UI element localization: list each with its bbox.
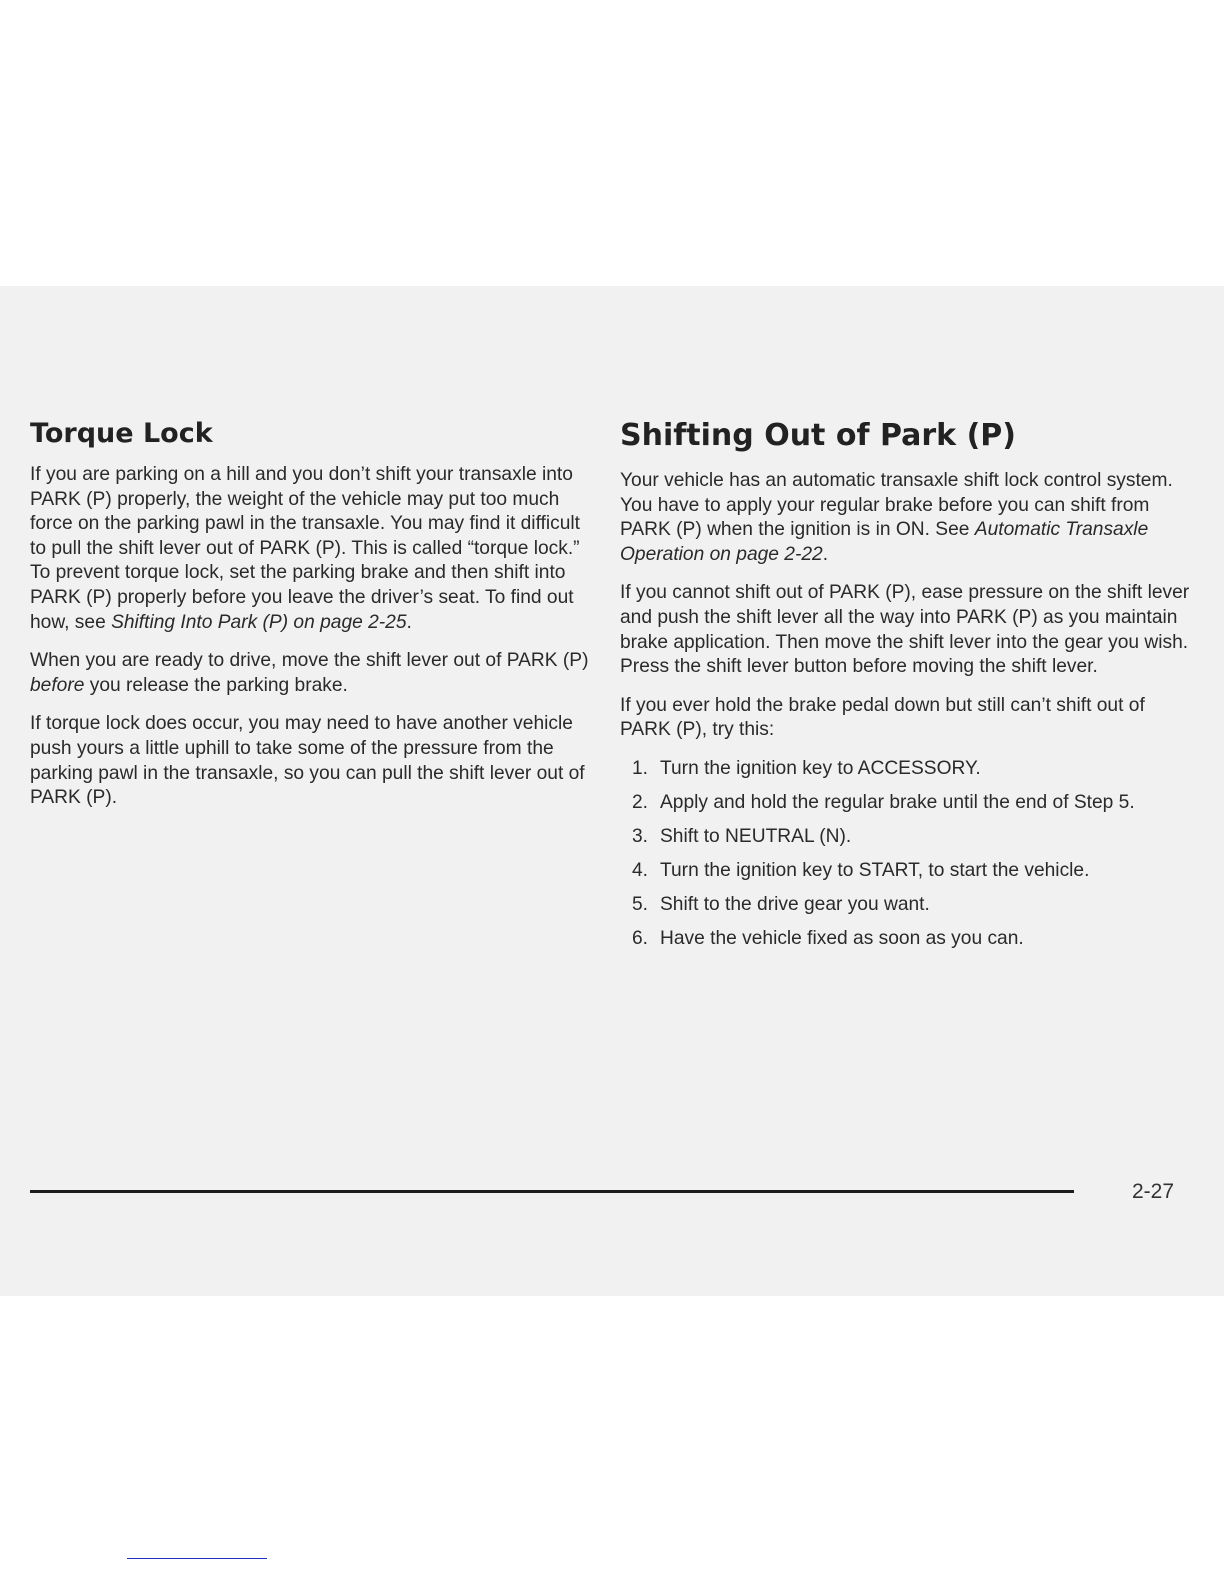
page-number: 2-27 [1131, 1180, 1174, 1203]
before-emphasis: before [30, 674, 85, 696]
list-item [620, 825, 1190, 850]
step-text: Turn the ignition key to ACCESSORY. [660, 757, 981, 779]
step-number: 6. [631, 928, 648, 950]
shift-steps-list [620, 757, 1190, 952]
torque-lock-section [30, 418, 590, 825]
list-item [620, 859, 1190, 884]
list-item [620, 757, 1190, 782]
shifting-into-park-reference: Shifting Into Park (P) on page 2-25 [111, 611, 407, 633]
shift-lock-paragraph-3: If you ever hold the brake pedal down but still can’t shift out of PARK (P), try this: [620, 694, 1145, 741]
step-number: 5. [631, 894, 648, 916]
shift-lock-paragraph-1: Your vehicle has an automatic transaxle shift lock control system. You have to apply your regular brake before you can shift from PARK (P) when the ignition is in ON. See Automatic Transaxle Operation on page 2-22. [620, 470, 1173, 565]
step-text: Shift to the drive gear you want. [660, 894, 930, 916]
shift-lock-paragraph-2: If you cannot shift out of PARK (P), ease pressure on the shift lever and push the shift lever all the way into PARK (P) as you maintain brake application. Then move the shift lever into the gear you wish. Press the shift lever button before moving the shift lever. [620, 582, 1190, 678]
step-text: Turn the ignition key to START, to start the vehicle. [660, 860, 1090, 882]
list-item [620, 893, 1190, 918]
step-number: 2. [631, 792, 648, 814]
torque-lock-heading: Torque Lock [30, 418, 213, 449]
step-text: Have the vehicle fixed as soon as you can. [660, 928, 1024, 950]
torque-lock-paragraph-3: If torque lock does occur, you may need to have another vehicle push yours a little uphill to take some of the pressure from the parking pawl in the transaxle, so you can pull the shift lever out of PARK (P). [30, 713, 585, 809]
footer-rule [30, 1190, 1074, 1193]
step-number: 3. [631, 826, 648, 848]
step-number: 4. [631, 860, 648, 882]
torque-lock-paragraph-2: When you are ready to drive, move the shift lever out of PARK (P) before you release the parking brake. [30, 650, 589, 696]
shifting-out-of-park-section [620, 418, 1190, 962]
list-item [620, 791, 1190, 816]
link-underline[interactable] [127, 1558, 267, 1559]
step-number: 1. [631, 757, 648, 779]
transaxle-operation-reference: Automatic Transaxle Operation on page 2-22 [620, 519, 1149, 565]
step-text: Apply and hold the regular brake until the end of Step 5. [660, 792, 1135, 814]
step-text: Shift to NEUTRAL (N). [660, 826, 852, 848]
torque-lock-paragraph-1: If you are parking on a hill and you don’t shift your transaxle into PARK (P) properly, the weight of the vehicle may put too much force on the parking pawl in the transaxle. You may find it difficult to pull the shift lever out of PARK (P). This is called “torque lock.” To prevent torque lock, set the parking brake and then shift into PARK (P) properly before you leave the driver’s seat. To find out how, see Shifting Into Park (P) on page 2-25. [30, 464, 581, 633]
shifting-out-of-park-heading: Shifting Out of Park (P) [620, 418, 1016, 453]
list-item [620, 927, 1190, 952]
